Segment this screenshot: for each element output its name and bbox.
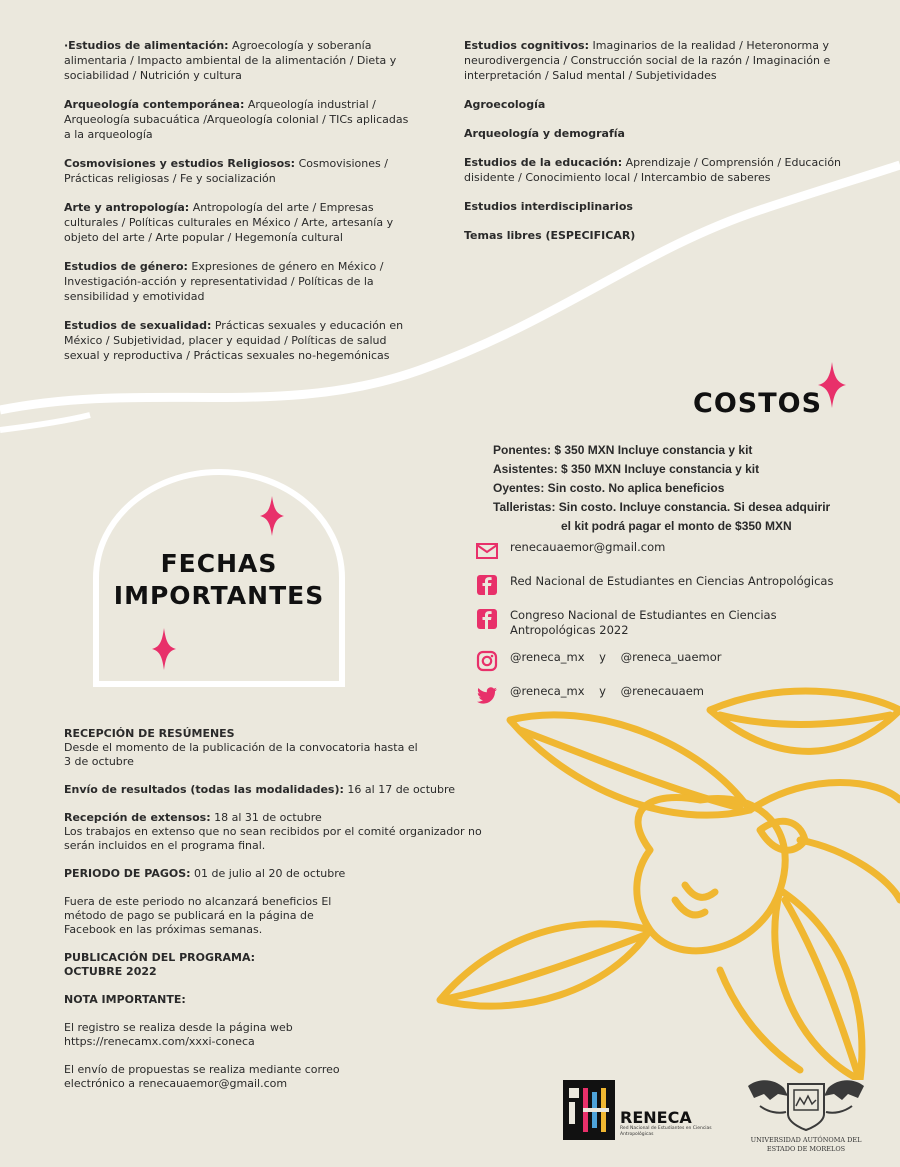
contacts-list (476, 540, 876, 718)
uaem-logo (744, 1076, 868, 1154)
cost-line: Oyentes: Sin costo. No aplica beneficios (493, 481, 725, 495)
topic-item (64, 318, 414, 363)
instagram-icon (476, 650, 498, 672)
topic-title: Arte y antropología: (64, 201, 190, 214)
reneca-subtitle: Red Nacional de Estudiantes en Ciencias Antropológicas (620, 1126, 712, 1137)
mail-icon (476, 540, 498, 562)
topic-title: Arqueología y demografía (464, 127, 625, 140)
nota-text1: El registro se realiza desde la página web https://renecamx.com/xxxi-coneca (64, 1021, 293, 1048)
topic-title: Estudios cognitivos: (464, 39, 589, 52)
pagos-text: Fuera de este periodo no alcanzará beneficios El método de pago se publicará en la página de Facebook en las próximas semanas. (64, 895, 332, 936)
programa-value: OCTUBRE 2022 (64, 965, 157, 978)
twitter-text: @reneca_mx y @renecauaem (510, 684, 704, 698)
topic-title: ·Estudios de alimentación: (64, 39, 229, 52)
uaem-crest-icon (744, 1076, 868, 1132)
topic-title: Arqueología contemporánea: (64, 98, 245, 111)
topic-item (464, 38, 844, 83)
topic-title: Agroecología (464, 98, 546, 111)
topic-item (64, 259, 414, 304)
reneca-logo (563, 1080, 713, 1140)
recepcion-block (64, 727, 484, 769)
topic-desc: Cosmovisiones / Prácticas religiosas / Fe y socialización (64, 157, 388, 185)
leaves-illustration (420, 680, 900, 1080)
topic-title: Estudios de sexualidad: (64, 319, 212, 332)
sparkle-icon (152, 628, 176, 670)
topic-item (464, 199, 844, 214)
topic-title: Cosmovisiones y estudios Religiosos: (64, 157, 296, 170)
pagos-label: PERIODO DE PAGOS: (64, 867, 191, 880)
topic-item (464, 228, 844, 243)
cost-line: Talleristas: Sin costo. Incluye constancia. Si desea adquirir (493, 500, 831, 514)
topics-right-column (464, 38, 844, 257)
costs-list (493, 441, 853, 536)
nota-title-block (64, 993, 484, 1007)
topic-desc: Aprendizaje / Comprensión / Educación disidente / Conocimiento local / Intercambio de saberes (464, 156, 842, 184)
topic-item (64, 156, 414, 186)
uaem-name-line2: ESTADO DE MORELOS (766, 1145, 846, 1153)
recepcion-text: Desde el momento de la publicación de la convocatoria hasta el 3 de octubre (64, 741, 418, 768)
envio-label: Envío de resultados (todas las modalidades): (64, 783, 344, 796)
contact-facebook-congress[interactable] (476, 608, 876, 638)
extensos-text: Los trabajos en extenso que no sean recibidos por el comité organizador no serán incluidos en el programa final. (64, 825, 482, 852)
pagos-note (64, 895, 484, 937)
nota-text2-block (64, 1063, 484, 1091)
facebook-text: Red Nacional de Estudiantes en Ciencias Antropológicas (510, 574, 834, 588)
extensos-label: Recepción de extensos: (64, 811, 211, 824)
facebook-icon (476, 608, 498, 630)
recepcion-title: RECEPCIÓN DE RESÚMENES (64, 727, 235, 740)
topic-title: Estudios de la educación: (464, 156, 623, 169)
fechas-title (106, 548, 332, 612)
topic-title: Estudios interdisciplinarios (464, 200, 633, 213)
topic-title: Estudios de género: (64, 260, 188, 273)
cost-line: Asistentes: $ 350 MXN Incluye constancia y kit (493, 462, 760, 476)
programa-title: PUBLICACIÓN DEL PROGRAMA: (64, 951, 256, 964)
extensos-value: 18 al 31 de octubre (210, 811, 322, 824)
cost-line: Ponentes: $ 350 MXN Incluye constancia y kit (493, 443, 753, 457)
cost-line-continuation: el kit podrá pagar el monto de $350 MXN (561, 519, 792, 533)
topic-desc: Expresiones de género en México / Investigación-acción y representatividad / Políticas de la sensibilidad y emotividad (64, 260, 384, 303)
programa-block (64, 951, 484, 979)
nota-text2: El envío de propuestas se realiza mediante correo electrónico a renecauaemor@gmail.com (64, 1063, 340, 1090)
topic-desc: Agroecología y soberanía alimentaria / Impacto ambiental de la alimentación / Dieta y sociabilidad / Nutrición y cultura (64, 39, 397, 82)
contact-instagram[interactable] (476, 650, 876, 672)
pagos-block (64, 867, 484, 881)
reneca-name: RENECA (620, 1108, 692, 1127)
envio-value: 16 al 17 de octubre (343, 783, 456, 796)
topic-item (64, 200, 414, 245)
contact-email[interactable] (476, 540, 876, 562)
facebook-icon (476, 574, 498, 596)
topic-item (64, 38, 414, 83)
topic-desc: Antropología del arte / Empresas culturales / Políticas culturales en México / Arte, artesanía y objeto del arte / Arte popular / Hegemonía cultural (64, 201, 394, 244)
topics-left-column (64, 38, 414, 377)
costos-title: COSTOS (693, 388, 823, 419)
contact-facebook-page[interactable] (476, 574, 876, 596)
facebook-text: Congreso Nacional de Estudiantes en Ciencias Antropológicas 2022 (510, 608, 777, 637)
dates-details (64, 727, 484, 1105)
sparkle-icon (260, 496, 284, 536)
extensos-block (64, 811, 484, 853)
instagram-text: @reneca_mx y @reneca_uaemor (510, 650, 722, 664)
fechas-title-line1: FECHAS (160, 549, 278, 578)
reneca-logo-mark (563, 1080, 615, 1140)
nota-text1-block (64, 1021, 484, 1049)
topic-desc: Imaginarios de la realidad / Heteronorma y neurodivergencia / Construcción social de la razón / Imaginación e interpretación / Salud mental / Subjetividades (464, 39, 831, 82)
fechas-title-line2: IMPORTANTES (113, 581, 325, 610)
topic-item (464, 97, 844, 112)
topic-desc: Prácticas sexuales y educación en México / Subjetividad, placer y equidad / Políticas de salud sexual y reproductiva / Prácticas sexuales no-hegemónicas (64, 319, 404, 362)
twitter-icon (476, 684, 498, 706)
contact-twitter[interactable] (476, 684, 876, 706)
uaem-name-line1: UNIVERSIDAD AUTÓNOMA DEL (750, 1136, 862, 1144)
sparkle-icon (818, 362, 846, 408)
topic-item (464, 126, 844, 141)
topic-item (64, 97, 414, 142)
email-text: renecauaemor@gmail.com (510, 540, 666, 554)
envio-block (64, 783, 484, 797)
topic-desc: Arqueología industrial / Arqueología subacuática /Arqueología colonial / TICs aplicadas a la arqueología (64, 98, 409, 141)
topic-title: Temas libres (ESPECIFICAR) (464, 229, 636, 242)
topic-item (464, 155, 844, 185)
nota-title: NOTA IMPORTANTE: (64, 993, 186, 1006)
pagos-value: 01 de julio al 20 de octubre (190, 867, 346, 880)
